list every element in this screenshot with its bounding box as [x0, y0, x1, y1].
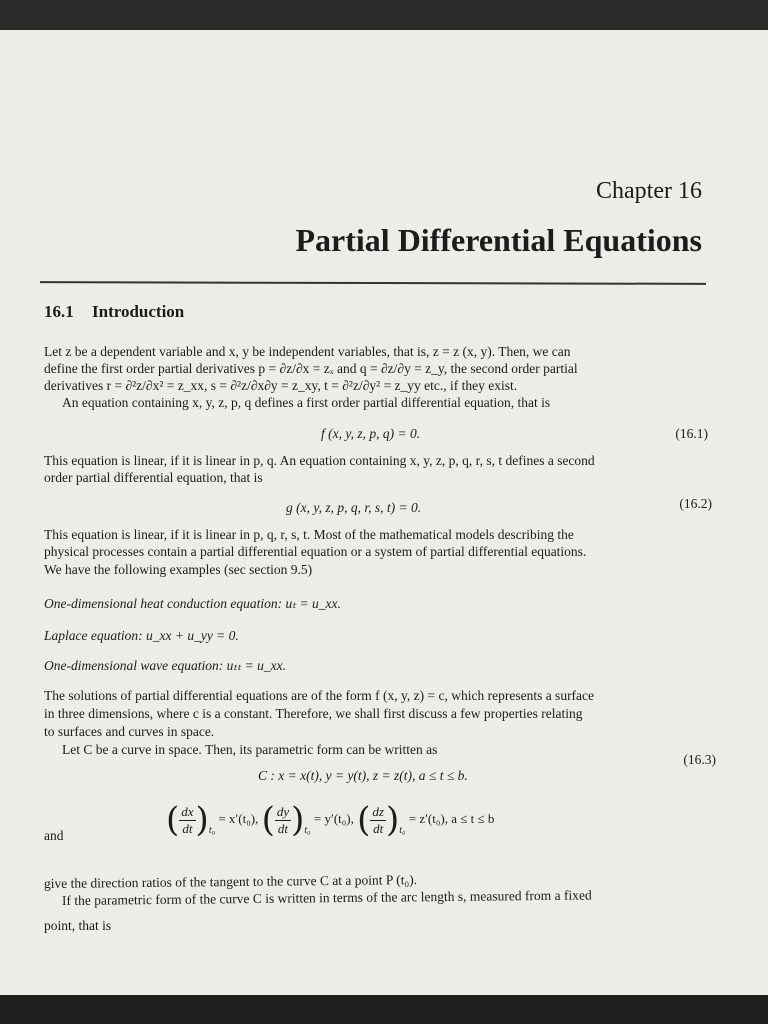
- paragraph-line: order partial differential equation, that is: [44, 470, 263, 485]
- background-top: [0, 0, 768, 30]
- paragraph-line: derivatives r = ∂²z/∂x² = z_xx, s = ∂²z/∂x∂y = z_xy, t = ∂²z/∂y² = z_yy etc., if they exist.: [44, 378, 518, 393]
- fraction-dz-dt: $\frac{dz}{dt}$: [372, 803, 384, 836]
- equation-number: (16.1): [675, 426, 708, 441]
- paragraph-line: Let C be a curve in space. Then, its parametric form can be written as: [62, 742, 438, 757]
- paragraph-line: The solutions of partial differential equations are of the form f (x, y, z) = c, which represents a surface: [44, 688, 595, 703]
- chapter-number: Chapter 16: [596, 178, 702, 204]
- example-wave-equation: One-dimensional wave equation: uₜₜ = u_xx.: [44, 658, 287, 673]
- equation-16-3: C : x = x(t), y = y(t), z = z(t), a ≤ t ≤ b.: [258, 768, 468, 783]
- paragraph-line: physical processes contain a partial differential equation or a system of partial differential equations.: [44, 544, 587, 559]
- paragraph-line: If the parametric form of the curve C is written in terms of the arc length s, measured from a fixed: [61, 887, 592, 908]
- paragraph-line: define the first order partial derivatives p = ∂z/∂x = zₓ and q = ∂z/∂y = z_y, the second order partial: [44, 361, 578, 376]
- equation-number: (16.2): [679, 496, 712, 511]
- equation-16-2: g (x, y, z, p, q, r, s, t) = 0.: [286, 500, 422, 515]
- fraction-dx-dt: $\frac{dx}{dt}$: [181, 803, 194, 836]
- background-bottom: [0, 995, 768, 1024]
- example-laplace-equation: Laplace equation: u_xx + u_yy = 0.: [44, 628, 239, 643]
- paragraph-line: We have the following examples (sec section 9.5): [44, 562, 313, 577]
- chapter-rule: [40, 281, 706, 285]
- section-title: Introduction: [92, 302, 185, 321]
- paragraph-line: An equation containing x, y, z, p, q defines a first order partial differential equation, that is: [62, 395, 551, 410]
- paragraph-line: point, that is: [44, 918, 112, 933]
- book-page: [0, 30, 768, 995]
- paragraph-line: to surfaces and curves in space.: [44, 724, 215, 739]
- fraction-dy-dt: $\frac{dy}{dt}$: [276, 803, 290, 836]
- chapter-title: Partial Differential Equations: [295, 222, 702, 258]
- section-heading: [44, 302, 184, 322]
- and-label: and: [44, 828, 64, 843]
- example-heat-equation: One-dimensional heat conduction equation: uₜ = u_xx.: [44, 596, 341, 611]
- equation-number: (16.3): [683, 752, 716, 767]
- derivative-equations: ( $\frac{dx}{dt}$ )$_{t_0} = x'(t_0)$, ( $\frac{dy}{dt}$ )$_{t_0} = y'(t_0)$, ( $\frac{dz}{dt}$ )$_{t_0} = z'(t_0)$, a ≤ t ≤ b: [166, 800, 495, 840]
- paragraph-line: in three dimensions, where c is a constant. Therefore, we shall first discuss a few properties relating: [44, 706, 583, 721]
- paragraph-line: This equation is linear, if it is linear in p, q. An equation containing x, y, z, p, q, r, s, t defines a second: [44, 453, 595, 468]
- section-number: 16.1: [44, 302, 74, 321]
- equation-16-1: f (x, y, z, p, q) = 0.: [321, 426, 421, 441]
- paragraph-line: This equation is linear, if it is linear in p, q, r, s, t. Most of the mathematical models describing the: [44, 527, 574, 542]
- paragraph-line: Let z be a dependent variable and x, y be independent variables, that is, z = z (x, y). Then, we can: [44, 344, 571, 359]
- paragraph-line: give the direction ratios of the tangent to the curve C at a point P (t₀).: [43, 872, 418, 891]
